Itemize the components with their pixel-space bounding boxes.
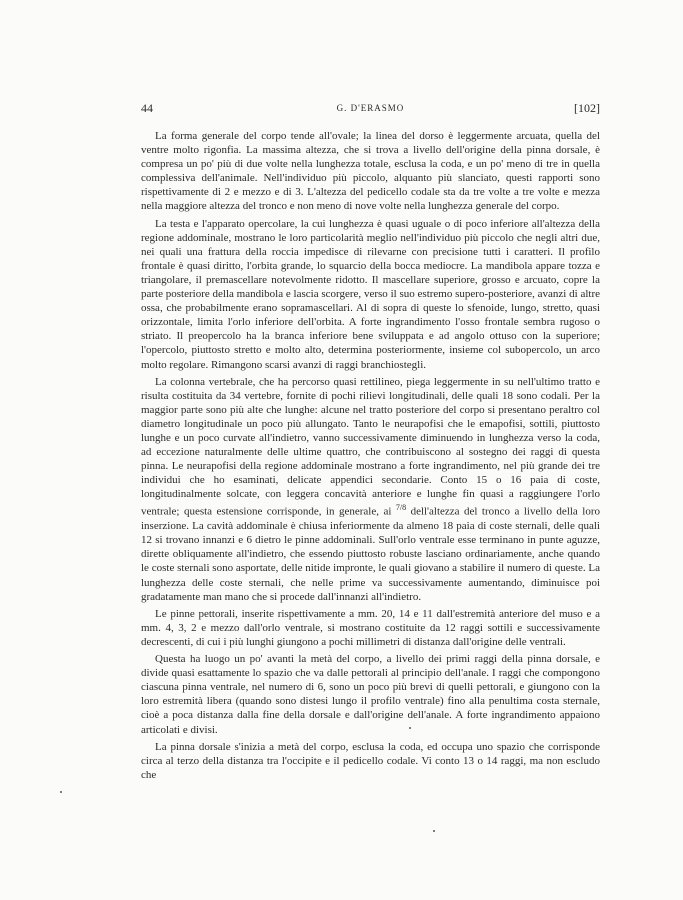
paragraph-dorsal-fin: La pinna dorsale s'inizia a metà del corpo, esclusa la coda, ed occupa uno spazio che corrisponde circa al terzo della distanza tra l'occipite e il pedicello codale. Vi conto 13 o 14 raggi, ma non escludo che — [141, 740, 600, 781]
main-text — [141, 129, 600, 782]
paper-speck — [433, 830, 435, 832]
paragraph-head-operculum: La testa e l'apparato opercolare, la cui lunghezza è quasi uguale o di poco inferiore all'altezza della regione addominale, mostrano le loro particolarità meglio nell'individuo più piccolo che negli altri due, nei quali una frattura della roccia impedisce di rilevarne con precisione tutti i caratteri. Il profilo frontale è quasi diritto, l'orbita grande, lo squarcio della bocca mediocre. La mandibola appare tozza e triangolare, il premascellare notevolmente ridotto. Il mascellare superiore, grosso e arcuato, copre la parte posteriore della mandibola e lascia scorgere, verso il suo estremo supero-posteriore, avanzi di altre ossa, che probabilmente erano sopramascellari. Al di sopra di queste lo sfenoide, lungo, stretto, quasi orizzontale, limita l'orlo inferiore dell'orbita. A forte ingrandimento l'osso frontale sembra rugoso o striato. Il preopercolo ha la branca inferiore bene sviluppata e ad angolo ottuso con la superiore; l'opercolo, piuttosto stretto e molto alto, determina posteriormente, insieme col subopercolo, un arco molto regolare. Rimangono scarsi avanzi di raggi branchiostegli. — [141, 217, 600, 371]
paper-speck — [60, 791, 62, 793]
paper-speck — [409, 727, 411, 729]
running-title: G. D'ERASMO — [336, 103, 405, 113]
paragraph-pectoral-fins: Le pinne pettorali, inserite rispettivamente a mm. 20, 14 e 11 dall'estremità anteriore del muso e a mm. 4, 3, 2 e mezzo dall'orlo ventrale, si mostrano costituite da 12 raggi sottili e successivamente decrescenti, di cui i più lunghi giungono a pochi millimetri di distanza dall'origine delle ventrali. — [141, 607, 600, 648]
paragraph-body-shape: La forma generale del corpo tende all'ovale; la linea del dorso è leggermente arcuata, quella del ventre molto rigonfia. La massima altezza, che si trova a livello dell'origine della pinna dorsale, è compresa un po' più di due volte nella lunghezza totale, esclusa la coda, e un po' meno di tre in quella complessiva dell'animale. Nell'individuo più piccolo, alquanto più slanciato, questi rapporti sono rispettivamente di 2 e mezzo e di 3. L'altezza del pedicello codale sta da tre volte a tre volte e mezza nella maggiore altezza del tronco e non meno di nove volte nella lunghezza generale del corpo. — [141, 130, 600, 213]
page-reference: [102] — [574, 101, 600, 115]
vertebral-text-part2: dell'altezza del tronco a livello della loro inserzione. La cavità addominale è chiusa inferiormente da almeno 18 paia di coste sternali, delle quali 12 si trovano innanzi e 6 dietro le pinne addominali. Sull'orlo ventrale esse terminano in punte aguzze, dirette obliquamente all'indietro, che essendo piuttosto robuste lasciano ordinariamente, anche quando le coste sternali sono asportate, delle nitide impronte, le quali giovano a stabilire il numero di queste. La lunghezza delle coste sternali, che nelle prime va successivamente aumentando, diminuisce poi gradatamente man mano che si procede dall'innanzi all'indietro. — [141, 506, 600, 603]
vertebral-text-part1: La colonna vertebrale, che ha percorso quasi rettilineo, piega leggermente in su nell'ultimo tratto e risulta costituita da 34 vertebre, fornite di pochi rilievi longitudinali, delle quali 18 sono codali. Per la maggior parte sono più alte che lunghe: alcune nel tratto posteriore del corpo si presentano peraltro col diametro longitudinale un poco più allungato. Tanto le neurapofisi che le emapofisi, sottili, piuttosto lunghe e un poco curvate all'indietro, vanno successivamente diminuendo in lunghezza verso la coda, ad eccezione naturalmente delle ultime quattro, che contribuiscono al sostegno dei raggi di questa pinna. Le neurapofisi della regione addominale mostrano a forte ingrandimento, nel più grande dei tre individui che ho esaminati, delicate appendici secondarie. Conto 15 o 16 paia di coste, longitudinalmente solcate, con leggera concavità anteriore e lunghe fin quasi a raggiungere l'orlo ventrale; questa estensione corrisponde, in generale, ai — [141, 375, 600, 519]
paragraph-ventral-fins: Questa ha luogo un po' avanti la metà del corpo, a livello dei primi raggi della pinna dorsale, e divide quasi esattamente lo spazio che va dalle pettorali al principio dell'anale. I raggi che compongono ciascuna pinna ventrale, nel numero di 6, sono un poco più brevi di quelli pettorali, e giungono con la loro estremità libera (quando sono distesi lungo il profilo ventrale) fino alla penultima costa sternale, cioè a poca distanza dalla fine della dorsale e dall'origine dell'anale. A forte ingrandimento appaiono articolati e divisi. — [141, 653, 600, 736]
page-number: 44 — [141, 101, 153, 115]
page-header — [141, 101, 600, 117]
paragraph-vertebral-column — [141, 375, 600, 604]
fraction: 7/8 — [395, 503, 407, 513]
